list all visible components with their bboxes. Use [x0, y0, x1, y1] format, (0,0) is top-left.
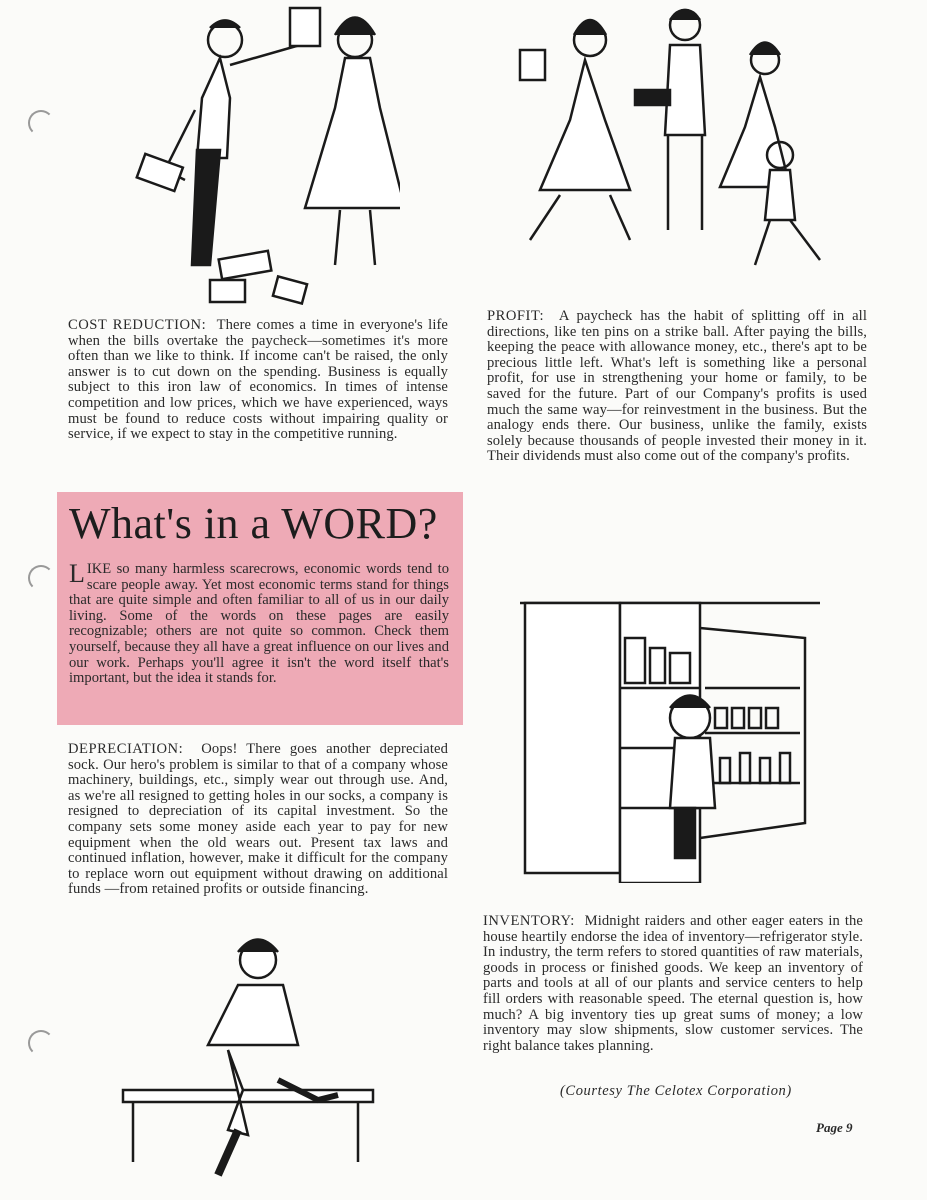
drop-cap: L — [69, 559, 85, 588]
term-definition: Midnight raiders and other eager eaters in the house heartily endorse the idea of inventory—refrigerator style. In industry, the term refers to stored quantities of raw materials, goods in process or finished goods. We keep an inventory of parts and tools at all of our plants and service centers to help fill orders with reasonable speed. The eternal question is, how much? A big inventory ties up great sums of money; a low inventory may slow shipments, slow customer services. The right balance takes planning. — [483, 913, 864, 1054]
binder-hole — [28, 110, 54, 136]
inventory-paragraph — [483, 914, 863, 1054]
depreciation-illustration — [118, 930, 378, 1180]
term-heading: DEPRECIATION: — [68, 741, 184, 757]
feature-title: What's in a WORD? — [69, 499, 438, 548]
profit-paragraph — [487, 309, 867, 465]
binder-hole — [28, 1030, 54, 1056]
profit-illustration — [510, 5, 840, 300]
term-heading: INVENTORY: — [483, 913, 575, 929]
binder-hole — [28, 565, 54, 591]
feature-box — [57, 492, 463, 725]
depreciation-paragraph — [68, 742, 448, 898]
term-definition: There comes a time in everyone's life when the bills overtake the paycheck—sometimes it's more often than we like to think. If income can't be raised, the only answer is to cut down on the spending. Business is equally subject to this iron law of economics. In times of intense competition and low prices, which we have experienced, ways must be found to reduce costs without impairing quality or service, if we expect to stay in the competitive running. — [68, 317, 449, 443]
cost-reduction-illustration — [130, 0, 400, 305]
page-number: Page 9 — [816, 1120, 853, 1135]
term-definition: A paycheck has the habit of splitting off in all directions, like ten pins on a strike ball. After paying the bills, keeping the peace with allowance money, etc., there's apt to be precious little left. What's left is something like a personal profit, for use in strengthening your home or family, to be saved for the future. Part of our Company's profits is used much the same way—for reinvestment in the business. But the analogy ends there. Our business, unlike the family, exists solely because thousands of people invested their money in it. Their dividends must also come out of the company's profits. — [487, 308, 867, 465]
term-heading: PROFIT: — [487, 308, 545, 324]
feature-intro-text: IKE so many harmless scarecrows, economic words tend to scare people away. Yet most economic terms stand for things that are quite simple and often familiar to all of us in our daily living. Some of the words on these pages are easily recognizable; others are not quite so common. Check them yourself, because they all have a great influence on our lives and our work. Perhaps you'll agree it isn't the word itself that's important, but the idea it stands for. — [69, 561, 449, 687]
cost-reduction-paragraph — [68, 318, 448, 443]
feature-intro — [69, 559, 449, 687]
term-heading: COST REDUCTION: — [68, 317, 207, 333]
courtesy-credit: (Courtesy The Celotex Corporation) — [560, 1083, 792, 1099]
term-definition: Oops! There goes another depreciated sock. Our hero's problem is similar to that of a company whose machinery, buildings, etc., simply wear out through use. And, as we're all resigned to getting holes in our socks, a company is resigned to depreciation of its capital investment. So the company sets some money aside each year to pay for new equipment when the old wears out. Present tax laws and continued inflation, however, make it difficult for the company to replace worn out equipment without drawing on additional funds —from retained profits or outside financing. — [68, 741, 448, 898]
inventory-illustration — [520, 598, 825, 883]
